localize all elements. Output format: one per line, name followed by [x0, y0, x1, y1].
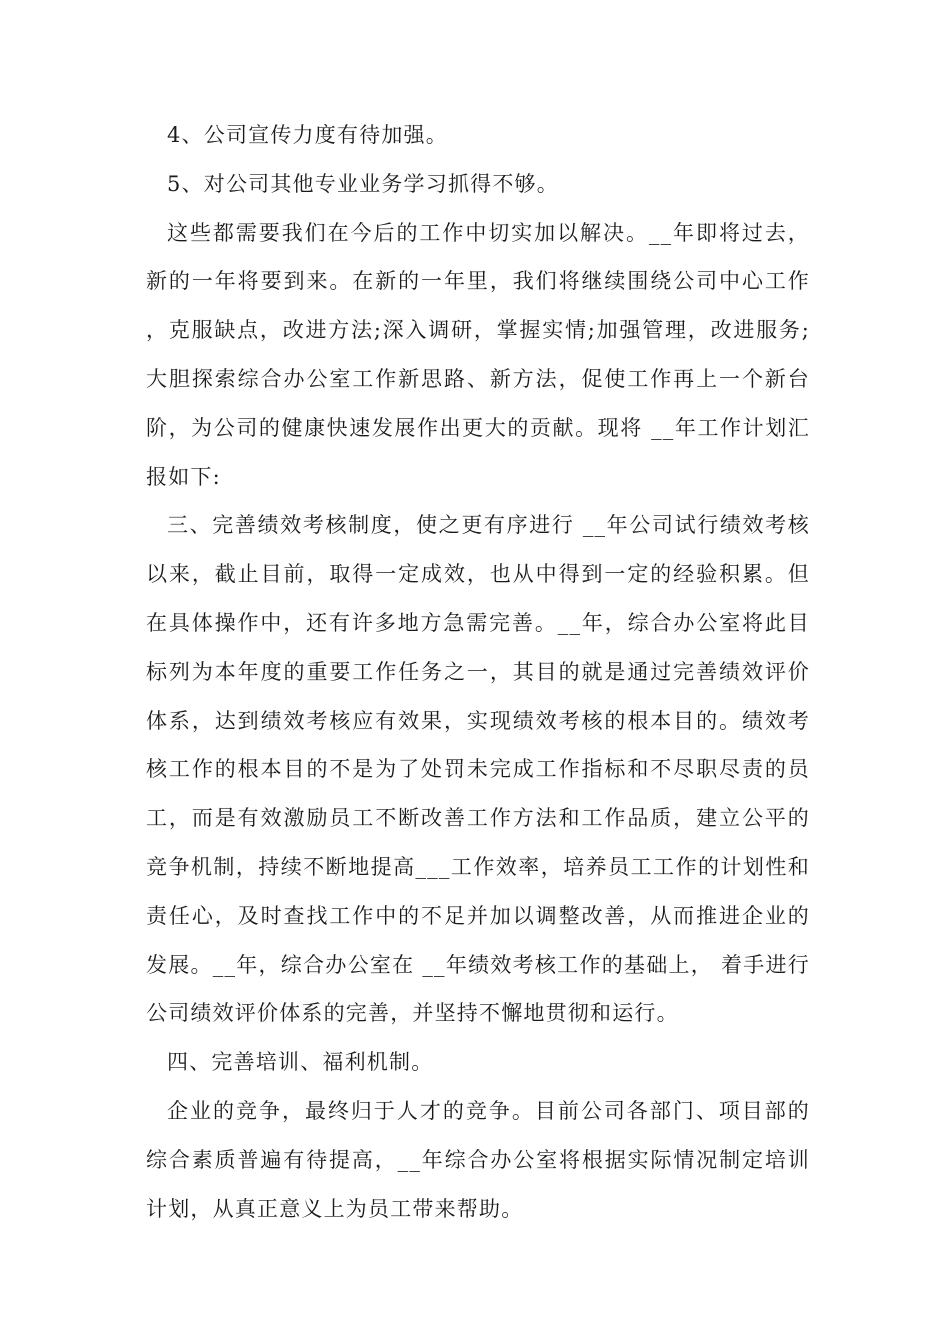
document-body	[146, 111, 810, 1233]
paragraph-item-4: 4、公司宣传力度有待加强。	[167, 123, 448, 147]
paragraph-section-4-heading: 四、完善培训、福利机制。	[167, 1050, 434, 1075]
paragraph-summary: 这些都需要我们在今后的工作中切实加以解决。__年即将过去，新的一年将要到来。在新的一年里，我们将继续围绕公司中心工作，克服缺点，改进方法;深入调研，掌握实情;加强管理，改进服务;大胆探索综合办公室工作新思路、新方法，促使工作再上一个新台阶，为公司的健康快速发展作出更大的贡献。现将 __年工作计划汇报如下:	[146, 220, 810, 489]
paragraph-section-3: 三、完善绩效考核制度，使之更有序进行 __年公司试行绩效考核以来，截止目前，取得一定成效，也从中得到一定的经验积累。但在具体操作中，还有许多地方急需完善。__年，综合办公室将此目标列为本年度的重要工作任务之一，其目的就是通过完善绩效评价体系，达到绩效考核应有效果，实现绩效考核的根本目的。绩效考核工作的根本目的不是为了处罚未完成工作指标和不尽职尽责的员工，而是有效激励员工不断改善工作方法和工作品质，建立公平的竞争机制，持续不断地提高___工作效率，培养员工工作的计划性和责任心，及时查找工作中的不足并加以调整改善，从而推进企业的发展。__年，综合办公室在 __年绩效考核工作的基础上， 着手进行公司绩效评价体系的完善，并坚持不懈地贯彻和运行。	[146, 513, 810, 1026]
paragraph-section-4-body: 企业的竞争，最终归于人才的竞争。目前公司各部门、项目部的综合素质普遍有待提高，__年综合办公室将根据实际情况制定培训计划，从真正意义上为员工带来帮助。	[146, 1098, 810, 1221]
paragraph-item-5: 5、对公司其他专业业务学习抓得不够。	[167, 171, 559, 196]
